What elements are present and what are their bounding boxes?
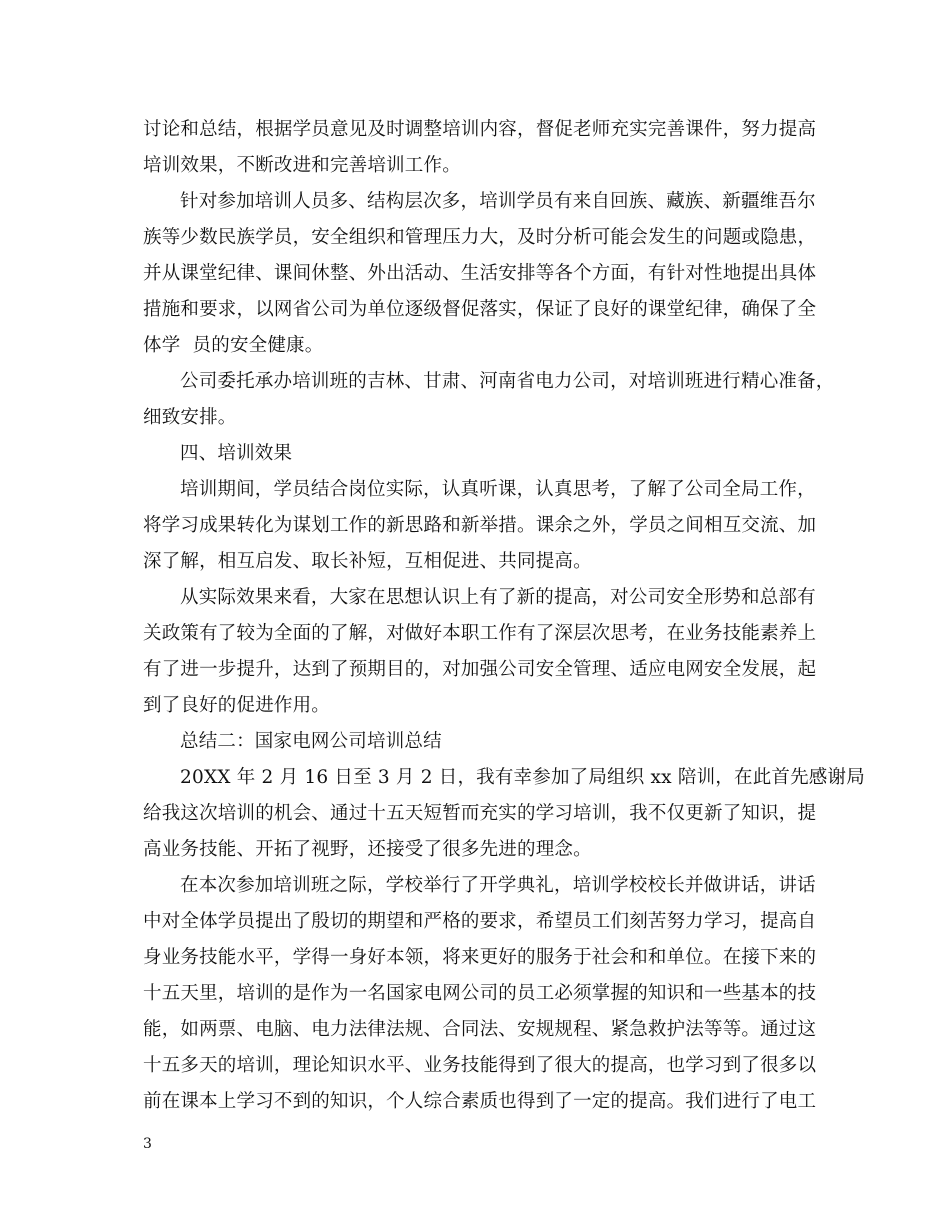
text-line: 措施和要求，以网省公司为单位逐级督促落实，保证了良好的课堂纪律，确保了全 bbox=[143, 299, 817, 320]
text-line: 前在课本上学习不到的知识，个人综合素质也得到了一定的提高。我们进行了电工 bbox=[143, 1091, 817, 1112]
text-line: 讨论和总结，根据学员意见及时调整培训内容，督促老师充实完善课件，努力提高 bbox=[143, 119, 817, 140]
text-line: 十五天里，培训的是作为一名国家电网公司的员工必须掌握的知识和一些基本的技 bbox=[143, 983, 817, 1004]
text-line: 有了进一步提升，达到了预期目的，对加强公司安全管理、适应电网安全发展，起 bbox=[143, 659, 817, 680]
section-heading: 四、培训效果 bbox=[180, 443, 293, 464]
text-line: 将学习成果转化为谋划工作的新思路和新举措。课余之外，学员之间相互交流、加 bbox=[143, 515, 817, 536]
text-line: 十五多天的培训，理论知识水平、业务技能得到了很大的提高，也学习到了很多以 bbox=[143, 1055, 817, 1076]
text-line: 针对参加培训人员多、结构层次多，培训学员有来自回族、藏族、新疆维吾尔 bbox=[180, 191, 816, 212]
text-line: 身业务技能水平，学得一身好本领，将来更好的服务于社会和和单位。在接下来的 bbox=[143, 947, 817, 968]
text-line: 体学 员的安全健康。 bbox=[143, 335, 324, 356]
text-line: 族等少数民族学员，安全组织和管理压力大，及时分析可能会发生的问题或隐患， bbox=[143, 227, 817, 248]
section-heading: 总结二：国家电网公司培训总结 bbox=[180, 731, 442, 752]
page-number: 3 bbox=[143, 1136, 152, 1152]
text-line: 到了良好的促进作用。 bbox=[143, 695, 331, 716]
text-line: 能，如两票、电脑、电力法律法规、合同法、安规规程、紧急救护法等等。通过这 bbox=[143, 1019, 817, 1040]
text-line: 高业务技能、开拓了视野，还接受了很多先进的理念。 bbox=[143, 839, 592, 860]
text-line: 培训期间，学员结合岗位实际，认真听课，认真思考，了解了公司全局工作， bbox=[180, 479, 816, 500]
text-line: 深了解，相互启发、取长补短，互相促进、共同提高。 bbox=[143, 551, 592, 572]
text-line: 培训效果，不断改进和完善培训工作。 bbox=[143, 155, 461, 176]
text-line: 关政策有了较为全面的了解，对做好本职工作有了深层次思考，在业务技能素养上 bbox=[143, 623, 817, 644]
text-line: 细致安排。 bbox=[143, 407, 237, 428]
text-line: 20XX 年 2 月 16 日至 3 月 2 日，我有幸参加了局组织 xx 陪训，在此首先感谢局 bbox=[180, 767, 865, 788]
text-line: 给我这次培训的机会、通过十五天短暂而充实的学习培训，我不仅更新了知识，提 bbox=[143, 803, 817, 824]
text-line: 从实际效果来看，大家在思想认识上有了新的提高，对公司安全形势和总部有 bbox=[180, 587, 816, 608]
text-line: 并从课堂纪律、课间休整、外出活动、生活安排等各个方面，有针对性地提出具体 bbox=[143, 263, 817, 284]
text-line: 在本次参加培训班之际，学校举行了开学典礼，培训学校校长并做讲话，讲话 bbox=[180, 875, 816, 896]
text-line: 中对全体学员提出了殷切的期望和严格的要求，希望员工们刻苦努力学习，提高自 bbox=[143, 911, 817, 932]
text-line: 公司委托承办培训班的吉林、甘肃、河南省电力公司，对培训班进行精心准备， bbox=[180, 371, 835, 392]
